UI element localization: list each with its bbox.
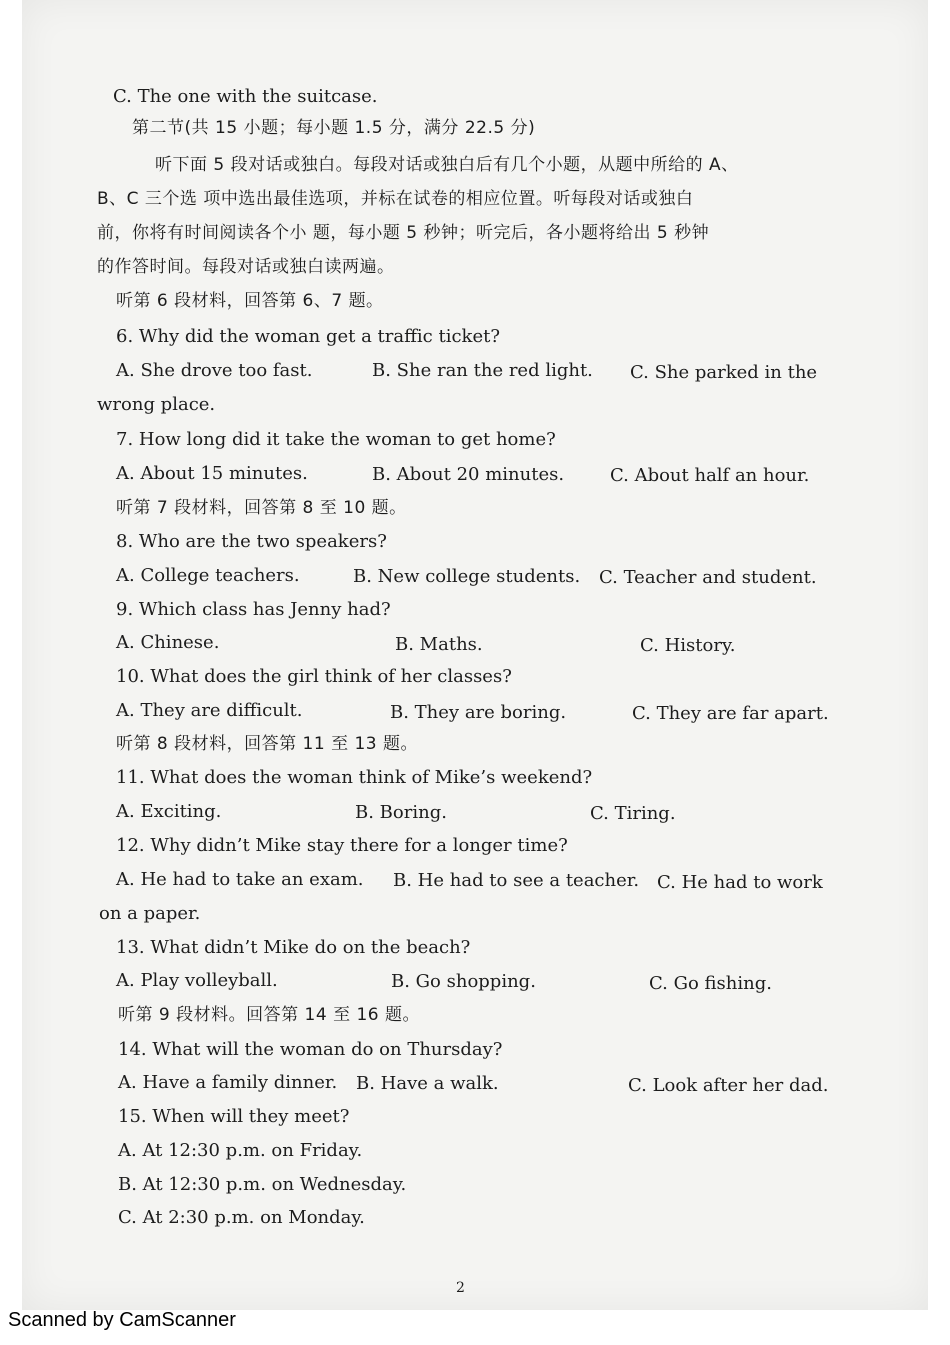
option-b: B. Maths. — [395, 634, 483, 655]
option-a: A. At 12:30 p.m. on Friday. — [118, 1140, 363, 1161]
option-b: B. New college students. — [353, 566, 581, 587]
option-a: A. Exciting. — [116, 801, 222, 822]
option-a: A. About 15 minutes. — [116, 463, 308, 484]
option-a: A. Play volleyball. — [116, 970, 278, 991]
option-c: C. They are far apart. — [632, 703, 829, 724]
scanner-watermark: Scanned by CamScanner — [8, 1309, 236, 1331]
group-label: 听第 9 段材料。回答第 14 至 16 题。 — [118, 1005, 421, 1025]
question-10: 10. What does the girl think of her classes? — [116, 666, 512, 687]
option-b: B. He had to see a teacher. — [393, 870, 640, 891]
question-13: 13. What didn’t Mike do on the beach? — [116, 937, 471, 958]
option-c-continued: on a paper. — [99, 903, 201, 924]
option-b: B. Boring. — [355, 802, 447, 823]
page-number: 2 — [456, 1280, 465, 1296]
group-label: 听第 8 段材料，回答第 11 至 13 题。 — [116, 734, 419, 754]
question-12: 12. Why didn’t Mike stay there for a longer time? — [116, 835, 568, 856]
group-label: 听第 6 段材料，回答第 6、7 题。 — [116, 291, 384, 311]
option-a: A. She drove too fast. — [116, 360, 313, 381]
instruction-line: 听下面 5 段对话或独白。每段对话或独白后有几个小题，从题中所给的 A、 — [155, 155, 739, 175]
option-c: C. At 2:30 p.m. on Monday. — [118, 1207, 365, 1228]
option-c: C. Teacher and student. — [599, 567, 817, 588]
option-a: A. They are difficult. — [116, 700, 303, 721]
question-6: 6. Why did the woman get a traffic ticket? — [116, 326, 500, 347]
option-c: C. About half an hour. — [610, 465, 810, 486]
option-b: B. Have a walk. — [356, 1073, 499, 1094]
option-a: A. Chinese. — [116, 632, 220, 653]
question-7: 7. How long did it take the woman to get home? — [116, 429, 556, 450]
option-b: B. About 20 minutes. — [372, 464, 565, 485]
question-14: 14. What will the woman do on Thursday? — [118, 1039, 503, 1060]
option-c: C. History. — [640, 635, 736, 656]
instruction-line: 前，你将有时间阅读各个小 题，每小题 5 秒钟；听完后，各小题将给出 5 秒钟 — [97, 223, 710, 243]
option-b: B. At 12:30 p.m. on Wednesday. — [118, 1174, 407, 1195]
option-c: C. She parked in the — [630, 362, 818, 383]
option-c: C. Go fishing. — [649, 973, 772, 994]
option-a: A. Have a family dinner. — [118, 1072, 338, 1093]
option-b: B. They are boring. — [390, 702, 567, 723]
prev-option-c: C. The one with the suitcase. — [113, 86, 378, 107]
option-a: A. College teachers. — [116, 565, 300, 586]
option-c: C. Tiring. — [590, 803, 676, 824]
option-c-continued: wrong place. — [97, 394, 216, 415]
instruction-line: B、C 三个选 项中选出最佳选项，并标在试卷的相应位置。听每段对话或独白 — [97, 189, 694, 209]
question-8: 8. Who are the two speakers? — [116, 531, 387, 552]
option-b: B. She ran the red light. — [372, 360, 593, 381]
question-15: 15. When will they meet? — [118, 1106, 350, 1127]
option-c: C. He had to work — [657, 872, 823, 893]
group-label: 听第 7 段材料，回答第 8 至 10 题。 — [116, 498, 407, 518]
question-9: 9. Which class has Jenny had? — [116, 599, 391, 620]
section-heading: 第二节(共 15 小题；每小题 1.5 分，满分 22.5 分) — [132, 118, 536, 138]
instruction-line: 的作答时间。每段对话或独白读两遍。 — [97, 257, 395, 277]
question-11: 11. What does the woman think of Mike’s weekend? — [116, 767, 593, 788]
option-c: C. Look after her dad. — [628, 1075, 829, 1096]
option-b: B. Go shopping. — [391, 971, 536, 992]
option-a: A. He had to take an exam. — [116, 869, 364, 890]
